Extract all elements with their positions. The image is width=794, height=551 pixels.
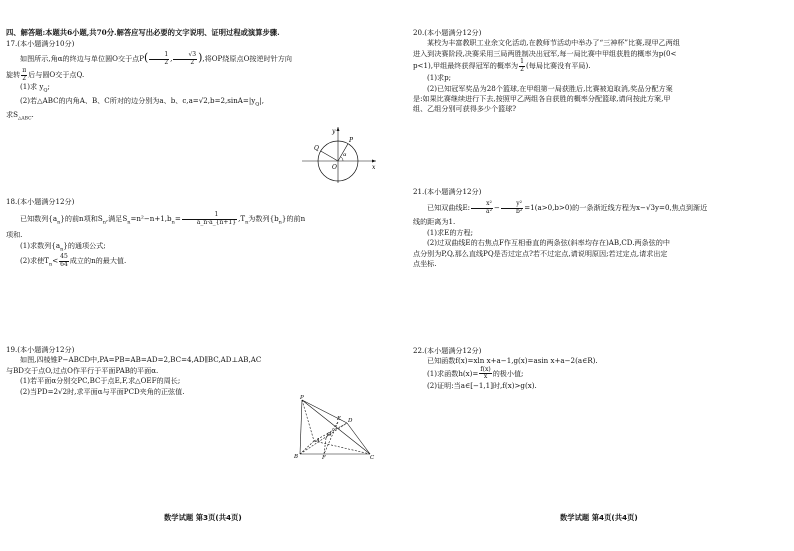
frac-num: √3 bbox=[173, 52, 197, 60]
question-20-part1: (1)求p; bbox=[427, 73, 452, 83]
question-21-part2-line2: 点分别为P,Q,那么直线PQ是否过定点?若不过定点,请说明原因;若过定点,请求出定 bbox=[413, 248, 668, 258]
q18-sub: n bbox=[278, 219, 282, 226]
q18-text: ,T bbox=[238, 214, 246, 224]
q20-text: p<1),甲组最终获得冠军的概率为 bbox=[413, 61, 519, 71]
label-p: P bbox=[349, 137, 354, 144]
section-4-header bbox=[6, 28, 388, 38]
label-o: O bbox=[332, 164, 337, 171]
q18-text: }的前n项和S bbox=[60, 214, 103, 224]
label-e: E bbox=[337, 416, 342, 422]
frac-num: f(x) bbox=[480, 365, 491, 373]
q17-text: |, bbox=[259, 96, 264, 106]
frac-den: 2 bbox=[520, 65, 524, 73]
q18-sub: n bbox=[60, 246, 64, 253]
q18-text: (2)求使T bbox=[20, 256, 49, 266]
edge-pb bbox=[300, 400, 302, 454]
q21-x2-fraction bbox=[471, 201, 493, 215]
q22-text: (1)求函数h(x)= bbox=[427, 368, 479, 378]
q18-bn-fraction bbox=[182, 212, 237, 226]
q17-sub: △ABC bbox=[17, 116, 32, 122]
page-footer-4: 数学试题 第4页(共4页) bbox=[560, 513, 638, 522]
q18-text: ,满足S bbox=[105, 214, 128, 224]
q18-text: }的前n bbox=[281, 214, 306, 224]
question-21 bbox=[413, 187, 783, 269]
q18-text: }的通项公式; bbox=[63, 240, 106, 250]
question-17-head: 17.(本小题满分10分) bbox=[6, 39, 75, 48]
question-20-head: 20.(本小题满分12分) bbox=[413, 28, 482, 37]
q18-sub: n bbox=[245, 219, 249, 226]
label-c: C bbox=[370, 455, 375, 460]
q17-text: 后与圆O交于点Q. bbox=[28, 70, 85, 80]
frac-den: a_n·a_{n+1} bbox=[196, 218, 237, 226]
q18-sub: n bbox=[102, 219, 106, 226]
q17-sub: Q bbox=[43, 87, 48, 94]
label-x: x bbox=[372, 164, 376, 171]
pyramid-figure bbox=[290, 392, 376, 460]
q17-text: ,将OP绕原点O按逆时针方向 bbox=[202, 54, 292, 64]
q20-text: (每局比赛没有平局). bbox=[525, 61, 591, 71]
label-y: y bbox=[332, 128, 336, 135]
question-17-stem-line1 bbox=[6, 52, 388, 66]
question-21-part2: (2)过双曲线E的右焦点F作互相垂直的两条弦(斜率均存在)AB,CD.两条弦的中 bbox=[427, 238, 670, 248]
unit-circle-figure bbox=[300, 125, 380, 185]
question-17 bbox=[6, 39, 388, 125]
label-a: A bbox=[316, 438, 320, 444]
frac-num: x² bbox=[471, 201, 493, 209]
question-20-part2-line2: 是:如果比赛继续进行下去,按照甲乙两组各自获胜的概率分配篮球,请问按此方案,甲 bbox=[413, 94, 671, 104]
frac-num: 45 bbox=[60, 253, 68, 261]
question-18 bbox=[6, 197, 388, 270]
question-20-stem-line3 bbox=[413, 59, 783, 73]
q18-sub: n bbox=[127, 219, 131, 226]
question-17-part2-cont bbox=[6, 110, 388, 125]
frac-num: 1 bbox=[182, 212, 237, 220]
page-footer-3: 数学试题 第3页(共4页) bbox=[164, 513, 242, 522]
question-21-stem-line1 bbox=[413, 201, 783, 215]
q17-comma: , bbox=[170, 54, 173, 64]
question-22-head: 22.(本小题满分12分) bbox=[413, 346, 482, 355]
q17-py-fraction bbox=[173, 52, 197, 66]
question-20-stem-line1: 某校为丰富教职工业余文化活动,在教师节活动中举办了“三神杯”比赛,现甲乙两组 bbox=[427, 38, 680, 48]
q17-rotation-fraction bbox=[21, 68, 27, 82]
q18-text: = bbox=[174, 214, 181, 224]
frac-den: 2 bbox=[22, 74, 27, 82]
ray-oq bbox=[321, 151, 338, 161]
edge-pa bbox=[302, 400, 314, 441]
question-22 bbox=[413, 346, 783, 391]
question-21-head: 21.(本小题满分12分) bbox=[413, 187, 482, 196]
question-17-part1 bbox=[6, 82, 388, 96]
q17-px-fraction bbox=[149, 52, 169, 66]
question-20-part2: (2)已知冠军奖品为28个篮球,在甲组第一局获胜后,比赛被迫取消,奖品分配方案 bbox=[427, 83, 673, 93]
question-18-stem-line1 bbox=[6, 212, 388, 228]
question-22-part1 bbox=[413, 367, 783, 381]
frac-den: 2 bbox=[164, 58, 169, 66]
label-q: Q bbox=[314, 145, 319, 152]
q17-paren: ) bbox=[198, 51, 203, 65]
q22-text: 的极小值; bbox=[492, 368, 524, 378]
q18-bound-fraction bbox=[59, 254, 69, 268]
frac-den: a² bbox=[486, 207, 493, 215]
label-o: O bbox=[327, 432, 332, 438]
q17-text: 旋转 bbox=[6, 70, 21, 80]
diag-bd bbox=[300, 423, 347, 454]
q18-text: =n²−n+1,b bbox=[130, 214, 172, 224]
label-d: D bbox=[348, 418, 353, 424]
question-17-part2 bbox=[6, 96, 388, 110]
question-19-stem-line2: 与BD交于点O,过点O作平行于平面PAB的平面α. bbox=[6, 365, 159, 375]
q20-prob-fraction bbox=[519, 59, 525, 73]
question-20 bbox=[413, 28, 783, 115]
question-18-part2 bbox=[6, 254, 388, 270]
frac-num: π bbox=[22, 67, 27, 75]
exam-page-4 bbox=[397, 0, 794, 551]
frac-den: 2 bbox=[190, 58, 195, 66]
q21-y2-fraction bbox=[501, 201, 523, 215]
q17-text: 如图所示,角α的终边与单位圆O交于点P bbox=[20, 54, 145, 64]
q17-sub: Q bbox=[255, 101, 260, 108]
frac-num: y² bbox=[501, 201, 523, 209]
question-22-part2: (2)证明:当a∈[−1,1]时,f(x)>g(x). bbox=[427, 380, 537, 390]
question-19-part1: (1)若平面α分别交PC,BC于点E,F,求△OEF的周长; bbox=[20, 376, 181, 386]
question-19-stem-line1: 如图,四棱锥P−ABCD中,PA=PB=AB=AD=2,BC=4,AD∥BC,AD⊥AB,AC bbox=[20, 355, 262, 365]
question-18-part1 bbox=[6, 241, 388, 255]
q17-text: ; bbox=[47, 82, 50, 92]
section-header-text: 四、解答题:本题共6小题,共70分.解答应写出必要的文字说明、证明过程或演算步骤. bbox=[6, 28, 280, 37]
label-alpha: α bbox=[343, 152, 347, 158]
question-17-stem-line2 bbox=[6, 68, 388, 82]
q17-text: 求S bbox=[6, 110, 18, 120]
label-p: P bbox=[300, 395, 304, 401]
q17-part2-text: (2)若△ABC的内角A、B、C所对的边分别为a、b、c,a=√2,b=2,sinA=|y bbox=[20, 96, 256, 106]
question-20-stem-line2: 进入到决赛阶段,决赛采用三局两胜制决出冠军,每一局比赛中甲组获胜的概率为p(0< bbox=[413, 48, 677, 58]
label-f: F bbox=[322, 455, 326, 460]
q18-sub: n bbox=[48, 261, 53, 268]
question-21-part2-line3: 点坐标. bbox=[413, 259, 437, 269]
frac-num: 1 bbox=[520, 58, 524, 66]
question-21-stem-line2: 线的距离为1. bbox=[413, 217, 456, 227]
q21-minus: − bbox=[494, 203, 500, 213]
y-axis-arrow bbox=[337, 127, 340, 131]
q22-h-fraction bbox=[479, 367, 491, 381]
question-18-stem-line2: 项和. bbox=[6, 230, 23, 240]
question-22-stem: 已知函数f(x)=xln x+a−1,g(x)=asin x+a−2(a∈R). bbox=[427, 356, 598, 366]
frac-den: b² bbox=[515, 207, 523, 215]
frac-den: x bbox=[483, 373, 488, 381]
q18-sub: n bbox=[57, 219, 61, 226]
question-20-part2-line3: 组、乙组分别可获得多少个篮球? bbox=[413, 104, 517, 114]
question-18-head: 18.(本小题满分12分) bbox=[6, 197, 75, 206]
frac-num: 1 bbox=[149, 52, 169, 60]
q18-text: 成立的n的最大值. bbox=[69, 256, 127, 266]
q17-part1-text: (1)求 y bbox=[20, 82, 44, 92]
frac-den: 64 bbox=[60, 260, 68, 268]
label-b: B bbox=[294, 454, 299, 460]
q18-text: < bbox=[52, 256, 59, 266]
question-19 bbox=[6, 345, 388, 397]
question-21-part1: (1)求E的方程; bbox=[427, 227, 473, 237]
q21-text: =1(a>0,b>0)的一条渐近线方程为x−√3y=0,焦点到渐近 bbox=[524, 203, 708, 213]
q18-text: (1)求数列{a bbox=[20, 240, 61, 250]
question-19-part2: (2)当PD=2√2时,求平面α与平面PCD夹角的正弦值. bbox=[20, 386, 185, 396]
x-axis-arrow bbox=[372, 160, 376, 163]
q18-text: 已知数列{a bbox=[20, 214, 58, 224]
q17-text: . bbox=[31, 110, 34, 120]
q21-text: 已知双曲线E: bbox=[427, 203, 471, 213]
q17-paren: ( bbox=[144, 51, 149, 65]
q18-sub: n bbox=[171, 219, 175, 226]
question-19-head: 19.(本小题满分12分) bbox=[6, 345, 75, 354]
q18-text: 为数列{b bbox=[248, 214, 279, 224]
edge-ab bbox=[300, 441, 314, 454]
